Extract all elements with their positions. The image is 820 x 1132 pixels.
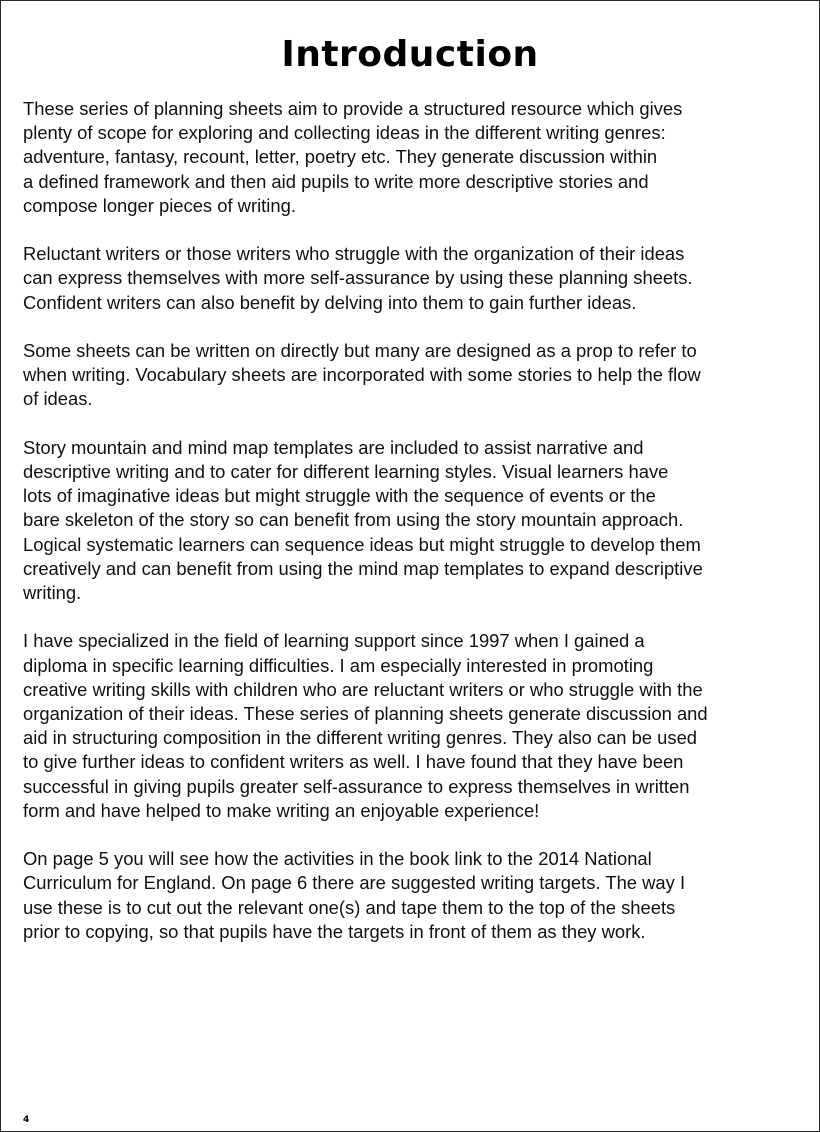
text-line: lots of imaginative ideas but might struggle with the sequence of events or the [23, 485, 656, 507]
text-line: Confident writers can also benefit by delving into them to gain further ideas. [23, 291, 637, 313]
paragraph-sheet-usage [23, 339, 803, 412]
text-line: Curriculum for England. On page 6 there are suggested writing targets. The way I [23, 872, 686, 894]
page-number: 4 [23, 1115, 30, 1125]
paragraph-templates [23, 436, 803, 605]
text-line: Some sheets can be written on directly but many are designed as a prop to refer to [23, 340, 697, 361]
text-line: writing. [23, 582, 82, 604]
text-line: descriptive writing and to cater for different learning styles. Visual learners have [23, 461, 669, 482]
text-line: plenty of scope for exploring and collecting ideas in the different writing genres: [23, 122, 666, 144]
text-line: bare skeleton of the story so can benefit from using the story mountain approach. [23, 509, 684, 531]
text-line: a defined framework and then aid pupils to write more descriptive stories and [23, 170, 649, 192]
text-line: creative writing skills with children who are reluctant writers or who struggle with the [23, 678, 703, 700]
text-line: diploma in specific learning difficulties. I am especially interested in promoting [23, 654, 654, 676]
text-line: I have specialized in the field of learning support since 1997 when I gained a [23, 630, 645, 652]
text-line: aid in structuring composition in the different writing genres. They also can be used [23, 727, 698, 749]
text-line: compose longer pieces of writing. [23, 194, 296, 216]
text-line: of ideas. [23, 388, 93, 410]
text-line: adventure, fantasy, recount, letter, poetry etc. They generate discussion within [23, 146, 658, 168]
text-line: Reluctant writers or those writers who struggle with the organization of their ideas [23, 243, 685, 265]
paragraph-author-background [23, 629, 803, 823]
text-line: These series of planning sheets aim to provide a structured resource which gives [23, 98, 683, 119]
text-line: prior to copying, so that pupils have the targets in front of them as they work. [23, 920, 646, 942]
text-line: Story mountain and mind map templates are included to assist narrative and [23, 436, 644, 458]
text-line: use these is to cut out the relevant one(s) and tape them to the top of the sheets [23, 896, 676, 918]
text-line: form and have helped to make writing an enjoyable experience! [23, 799, 540, 821]
text-line: to give further ideas to confident writers as well. I have found that they have been [23, 751, 684, 773]
paragraph-reluctant-writers [23, 242, 803, 315]
text-line: creatively and can benefit from using the mind map templates to expand descriptive [23, 557, 703, 579]
text-line: when writing. Vocabulary sheets are incorporated with some stories to help the flow [23, 364, 701, 386]
text-line: organization of their ideas. These series of planning sheets generate discussion and [23, 703, 708, 725]
paragraph-purpose [23, 97, 803, 218]
text-line: successful in giving pupils greater self-assurance to express themselves in written [23, 775, 690, 797]
paragraph-curriculum-targets [23, 847, 803, 944]
text-line: can express themselves with more self-assurance by using these planning sheets. [23, 267, 693, 289]
text-line: Logical systematic learners can sequence ideas but might struggle to develop them [23, 533, 701, 555]
body-text [23, 97, 803, 968]
page-title: Introduction [281, 34, 539, 75]
text-line: On page 5 you will see how the activities in the book link to the 2014 National [23, 848, 652, 870]
